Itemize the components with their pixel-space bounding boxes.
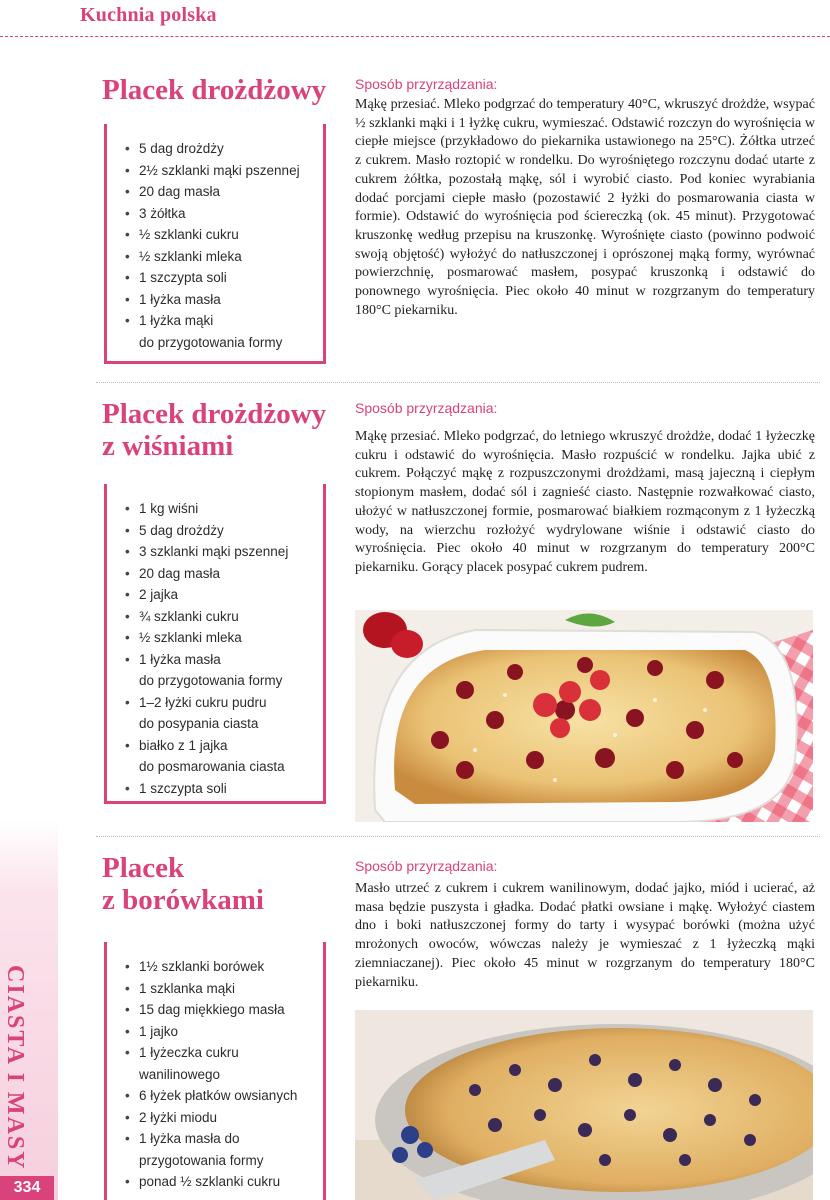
- ingredient-line: • 1 łyżka mąki: [139, 313, 214, 328]
- recipe-title-line: Placek drożdżowy: [102, 398, 327, 430]
- ingredient-item: [125, 203, 309, 225]
- page-number: 334: [0, 1176, 54, 1200]
- ingredient-line: • 1 szczypta soli: [139, 270, 227, 285]
- ingredients-list: [107, 484, 323, 809]
- ingredient-line: • 2 jajka: [139, 587, 179, 602]
- ingredient-item: [125, 978, 309, 1000]
- recipe-divider: [96, 382, 820, 383]
- ingredient-item: [125, 956, 309, 978]
- recipe-title-line: z borówkami: [102, 884, 264, 916]
- ingredient-item: [125, 541, 309, 563]
- ingredients-box: [104, 124, 326, 364]
- ingredient-item: [125, 563, 309, 585]
- ingredient-line: • 20 dag masła: [139, 565, 221, 581]
- ingredient-line: • 1 szczypta soli: [139, 780, 227, 796]
- ingredient-line: • 2 łyżki miodu: [139, 1109, 218, 1125]
- ingredient-line: • 3 żółtka: [139, 205, 186, 221]
- ingredient-line: do przygotowania formy: [139, 673, 283, 688]
- ingredient-line: • 1½ szklanki borówek: [139, 959, 265, 974]
- method-text: Mąkę przesiać. Mleko podgrzać, do letniego wkruszyć drożdże, dodać 1 łyżeczkę cukru i odstawić do wyrośnięcia. Masło rozpuścić w rondelku. Jajka ubić z cukrem. Połączyć mąkę z rozpuszczonymi drożdżami, masą jajeczną i ciepłym stopionym masłem, dodać sól i zagnieść ciasto. Następnie rozwałkować ciasto, ułożyć w natłuszczonej formie, posmarować białkiem rozmąconym z 1 łyżeczką wody, na wierzchu rozłożyć wydrylowane wiśnie i odstawić ciasto do wyrośnięcia. Piec około 40 minut w rozgrzanym do temperatury 200°C piekarniku. Gorący placek posypać cukrem pudrem.: [355, 429, 815, 575]
- cherry-cake-photo: [355, 610, 813, 822]
- ingredient-line: • 1 kg wiśni: [139, 501, 199, 516]
- ingredient-line: • 1 łyżka masła: [139, 291, 221, 307]
- ingredient-item: [125, 1042, 309, 1085]
- ingredient-line: • 1 łyżka masła: [139, 651, 221, 667]
- side-category-text: CIASTA I MASY: [2, 965, 28, 1171]
- ingredient-line: • ½ szklanki mleka: [139, 248, 242, 264]
- ingredients-list: [107, 942, 323, 1200]
- ingredient-line: • 20 dag masła: [139, 184, 221, 199]
- ingredient-item: [125, 735, 309, 778]
- ingredient-item: [125, 1085, 309, 1107]
- recipe-divider: [96, 836, 820, 837]
- ingredient-item: [125, 224, 309, 246]
- ingredient-line: • 15 dag miękkiego masła: [139, 1002, 285, 1017]
- ingredient-line: wanilinowego: [139, 1066, 221, 1082]
- header-divider: [0, 36, 830, 37]
- ingredient-line: • 1 jajko: [139, 1023, 179, 1039]
- ingredient-line: przygotowania formy: [139, 1152, 264, 1168]
- ingredient-line: • 1 łyżeczka cukru: [139, 1045, 239, 1060]
- recipe-title: [102, 398, 326, 462]
- ingredient-item: [125, 1171, 309, 1193]
- ingredients-box: [104, 484, 326, 804]
- ingredient-item: [125, 1021, 309, 1043]
- recipe-title: [102, 852, 264, 916]
- ingredient-item: [125, 606, 309, 628]
- ingredient-line: • 6 łyżek płatków owsianych: [139, 1088, 298, 1103]
- recipe-title-line: Placek: [102, 852, 185, 884]
- ingredient-line: • ¾ szklanki cukru: [139, 608, 239, 624]
- ingredient-line: • 2½ szklanki mąki pszennej: [139, 162, 300, 178]
- recipe-title: [102, 74, 326, 106]
- ingredients-box: [104, 942, 326, 1200]
- ingredient-item: [125, 584, 309, 606]
- ingredient-line: • ½ szklanki mleka: [139, 630, 242, 645]
- ingredient-item: [125, 246, 309, 268]
- ingredient-item: [125, 520, 309, 542]
- ingredient-line: • 5 dag drożdży: [139, 522, 224, 538]
- method-label: Sposób przyrządzania:: [355, 76, 498, 92]
- method-label: Sposób przyrządzania:: [355, 858, 498, 874]
- ingredient-item: [125, 692, 309, 735]
- ingredient-item: [125, 1128, 309, 1171]
- ingredient-line: • ponad ½ szklanki cukru: [139, 1174, 281, 1189]
- ingredient-item: [125, 181, 309, 203]
- ingredient-line: • 5 dag drożdży: [139, 141, 224, 156]
- ingredient-line: • białko z 1 jajka: [139, 737, 228, 753]
- ingredient-item: [125, 649, 309, 692]
- ingredient-item: [125, 627, 309, 649]
- ingredients-list: [107, 124, 323, 363]
- method-text: Mąkę przesiać. Mleko podgrzać do temperatury 40°C, wkruszyć drożdże, wsypać ½ szklanki mąki i 1 łyżkę cukru, wymieszać. Odstawić rozczyn do wyrośnięcia w ciepłe miejsce (przykładowo do piekarnika ustawionego na 25°C). Żółtka utrzeć z cukrem. Masło roztopić w rondelku. Do wyrośniętego rozczynu dodać utarte z cukrem żółtka, pozostałą mąkę, sól i wyrobić ciasto. Pod koniec wyrabiania dodać porcjami ciepłe masło (pozostawić 2 łyżki do posmarowania ciasta w formie). Odstawić do wyrośnięcia pod ściereczką (ok. 45 minut). Przygotować kruszonkę według przepisu na kruszonkę. Wyrośnięte ciasto (powinno podwoić swoją objętość) wyłożyć do natłuszczonej i oprószonej mąką formy, wyrównać powierzchnię, posmarować masłem, posypać kruszonką i odstawić do ponownego wyrośnięcia. Piec około 40 minut w rozgrzanym do temperatury 180°C piekarniku.: [355, 97, 815, 318]
- ingredient-line: do przygotowania formy: [139, 334, 283, 350]
- ingredient-item: [125, 498, 309, 520]
- section-title: Kuchnia polska: [80, 4, 217, 26]
- ingredient-item: [125, 999, 309, 1021]
- ingredient-line: • 3 szklanki mąki pszennej: [139, 544, 289, 559]
- blueberry-cake-photo: [355, 1010, 813, 1200]
- ingredient-item: [125, 138, 309, 160]
- ingredient-item: [125, 778, 309, 800]
- recipe-title-line: z wiśniami: [102, 430, 234, 462]
- method-label: Sposób przyrządzania:: [355, 400, 498, 416]
- ingredient-line: • 1 łyżka masła do: [139, 1131, 240, 1146]
- ingredient-item: [125, 1107, 309, 1129]
- ingredient-line: do posypania ciasta: [139, 716, 259, 731]
- ingredient-line: • 1–2 łyżki cukru pudru: [139, 694, 267, 710]
- ingredient-item: [125, 267, 309, 289]
- ingredient-line: • ½ szklanki cukru: [139, 227, 239, 242]
- ingredient-item: [125, 310, 309, 353]
- method-text: Masło utrzeć z cukrem i cukrem wanilinowym, dodać jajko, miód i ucierać, aż masa będzie puszysta i gładka. Dodać płatki owsiane i mąkę. Wyłożyć ciastem dno i boki natłuszczonej formy do tarty i wysypać borówki (można użyć mrożonych owoców, wówczas należy je wymieszać z 1 łyżeczką mąki ziemniaczanej). Piec około 45 minut w rozgrzanym do temperatury 180°C piekarniku.: [355, 881, 815, 990]
- ingredient-item: [125, 160, 309, 182]
- ingredient-line: • 1 szklanka mąki: [139, 980, 236, 996]
- ingredient-item: [125, 289, 309, 311]
- ingredient-line: do posmarowania ciasta: [139, 759, 285, 774]
- recipe-title-line: Placek drożdżowy: [102, 74, 327, 106]
